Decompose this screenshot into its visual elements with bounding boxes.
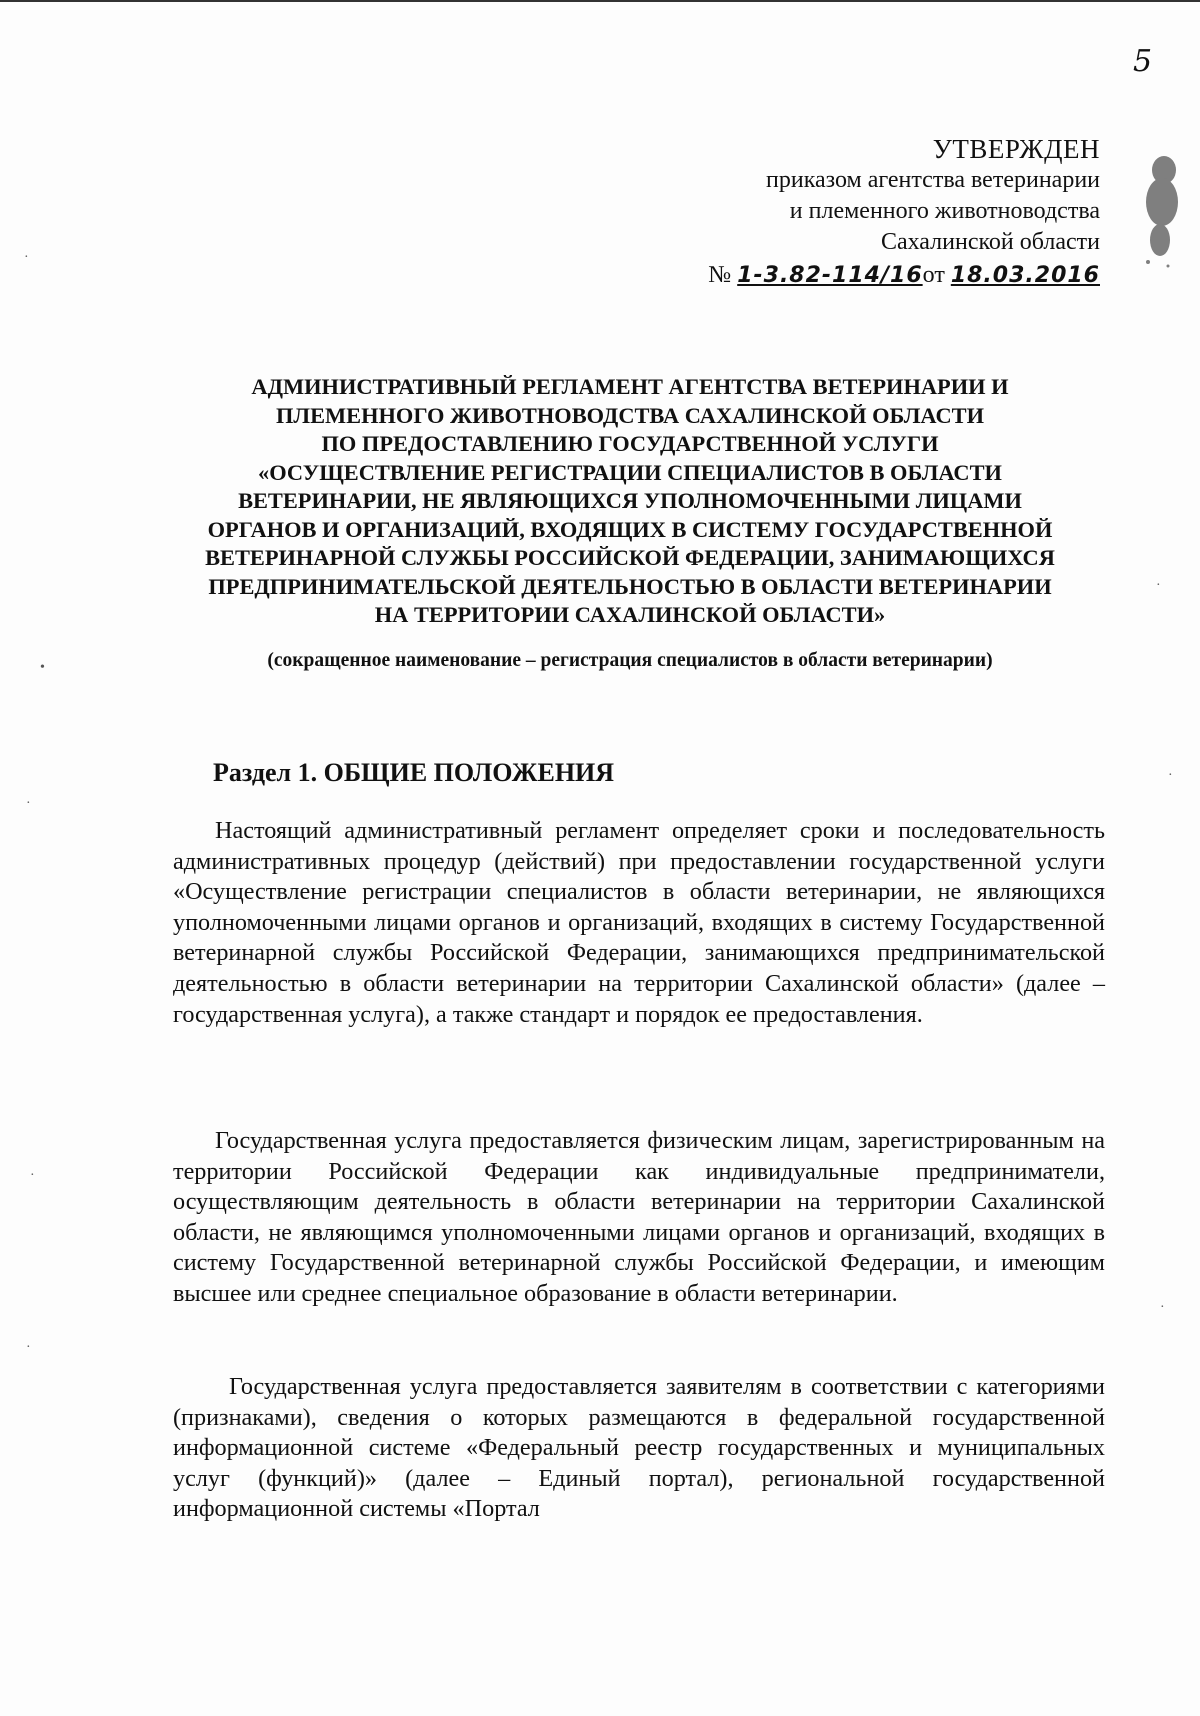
scan-speck: · <box>24 250 29 265</box>
paragraph-1: Настоящий административный регламент определяет сроки и последовательность административных процедур (действий) при предоставлении государственной услуги «Осуществление регистрации специалистов в области ветеринарии, не являющихся уполномоченными лицами органов и организаций, входящих в систему Государственной ветеринарной службы Российской Федерации, занимающихся предпринимательской деятельностью в области ветеринарии на территории Сахалинской области» (далее – государственная услуга), а также стандарт и порядок ее предоставления. <box>173 817 1105 1028</box>
approval-line-2: и племенного животноводства <box>789 198 1100 224</box>
order-date: 18.03.2016 <box>950 263 1100 288</box>
date-prefix: от <box>922 262 945 288</box>
paragraph-2: Государственная услуга предоставляется физическим лицам, зарегистрированным на территории Российской Федерации как индивидуальные предприниматели, осуществляющим деятельность в области ветеринарии на территории Сахалинской области, не являющимся уполномоченными лицами органов и организаций, входящих в систему Государственной ветеринарной службы Российской Федерации, и имеющим высшее или среднее специальное образование в области ветеринарии. <box>173 1127 1105 1307</box>
scan-speck: · <box>26 796 31 811</box>
title-line: «ОСУЩЕСТВЛЕНИЕ РЕГИСТРАЦИИ СПЕЦИАЛИСТОВ В ОБЛАСТИ <box>258 459 1002 485</box>
approval-block <box>708 134 1100 291</box>
short-name: (сокращенное наименование – регистрация специалистов в области ветеринарии) <box>267 650 993 671</box>
scan-speck: • <box>40 660 45 675</box>
scan-speck: · <box>1160 1300 1165 1315</box>
title-line: ПО ПРЕДОСТАВЛЕНИЮ ГОСУДАРСТВЕННОЙ УСЛУГИ <box>321 431 939 456</box>
title-line: НА ТЕРРИТОРИИ САХАЛИНСКОЙ ОБЛАСТИ» <box>374 602 886 627</box>
approval-line-1: приказом агентства ветеринарии <box>766 167 1100 193</box>
document-title <box>160 373 1100 630</box>
scan-speck: · <box>1156 578 1161 593</box>
scan-speck: · <box>30 1168 35 1183</box>
title-line: ПРЕДПРИНИМАТЕЛЬСКОЙ ДЕЯТЕЛЬНОСТЬЮ В ОБЛАСТИ ВЕТЕРИНАРИИ <box>208 573 1052 599</box>
number-sign: № <box>708 262 732 288</box>
approval-header: УТВЕРЖДЕН <box>932 134 1100 164</box>
order-number-line <box>708 260 1100 291</box>
title-line: ОРГАНОВ И ОРГАНИЗАЦИЙ, ВХОДЯЩИХ В СИСТЕМУ ГОСУДАРСТВЕННОЙ <box>207 516 1053 542</box>
title-line: ПЛЕМЕННОГО ЖИВОТНОВОДСТВА САХАЛИНСКОЙ ОБЛАСТИ <box>275 402 985 428</box>
order-number: 1-3.82-114/16 <box>737 263 923 288</box>
paragraph-3: Государственная услуга предоставляется заявителям в соответствии с категориями (признаками), сведения о которых размещаются в федеральной государственной информационной системе «Федеральный реестр государственных и муниципальных услуг (функций)» (далее – Единый портал), региональной государственной информационной системы «Портал <box>173 1373 1105 1523</box>
title-line: ВЕТЕРИНАРНОЙ СЛУЖБЫ РОССИЙСКОЙ ФЕДЕРАЦИИ, ЗАНИМАЮЩИХСЯ <box>205 545 1055 570</box>
page-number: 5 <box>1133 44 1153 79</box>
title-line: АДМИНИСТРАТИВНЫЙ РЕГЛАМЕНТ АГЕНТСТВА ВЕТЕРИНАРИИ И <box>251 374 1009 399</box>
approval-line-3: Сахалинской области <box>880 229 1100 255</box>
scan-top-border <box>0 0 1200 2</box>
stamp-mark <box>1138 150 1186 270</box>
scan-speck: · <box>26 1340 31 1355</box>
title-line: ВЕТЕРИНАРИИ, НЕ ЯВЛЯЮЩИХСЯ УПОЛНОМОЧЕННЫМИ ЛИЦАМИ <box>238 488 1022 513</box>
scan-speck: · <box>1168 768 1173 783</box>
section-heading: Раздел 1. ОБЩИЕ ПОЛОЖЕНИЯ <box>213 758 615 787</box>
